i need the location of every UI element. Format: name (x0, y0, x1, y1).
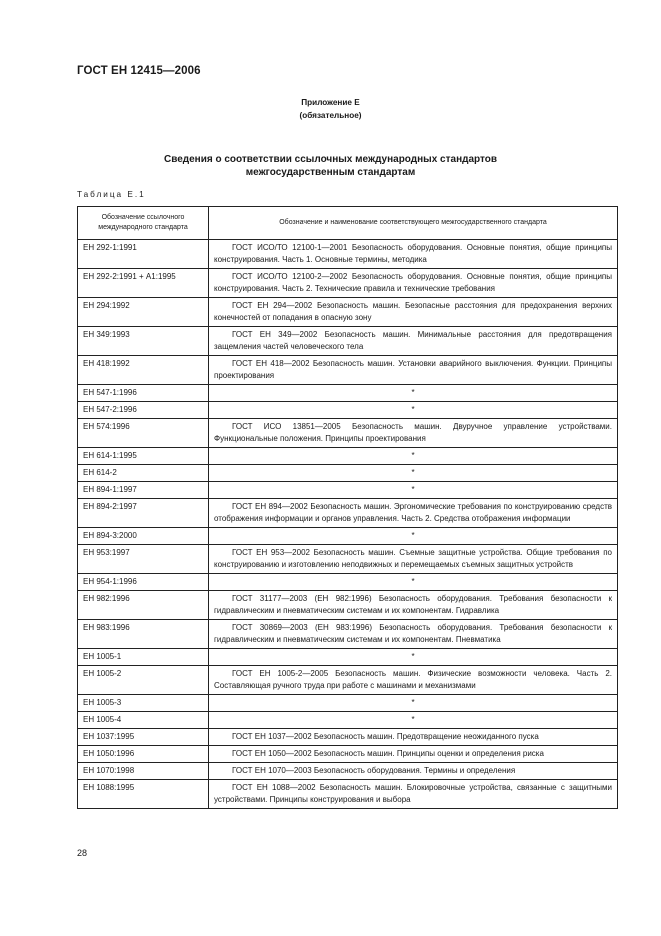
page-number: 28 (77, 848, 88, 858)
table-row (78, 419, 618, 448)
reference-standard-cell: ЕН 547-2:1996 (78, 402, 209, 419)
reference-standard-cell: ЕН 418:1992 (78, 356, 209, 385)
table-header-row (78, 207, 618, 240)
table-row (78, 269, 618, 298)
table-row (78, 298, 618, 327)
interstate-standard-cell: ГОСТ ЕН 1037—2002 Безопасность машин. Предотвращение неожиданного пуска (209, 729, 618, 746)
interstate-standard-cell: * (209, 528, 618, 545)
reference-standard-cell: ЕН 953:1997 (78, 545, 209, 574)
interstate-standard-cell: ГОСТ ИСО/ТО 12100-2—2002 Безопасность оборудования. Основные понятия, общие принципы конструирования. Часть 2. Технические правила и технические требования (209, 269, 618, 298)
table-row (78, 574, 618, 591)
reference-standard-cell: ЕН 1050:1996 (78, 746, 209, 763)
reference-standard-cell: ЕН 1070:1998 (78, 763, 209, 780)
reference-standard-cell: ЕН 954-1:1996 (78, 574, 209, 591)
table-row (78, 402, 618, 419)
table-row (78, 666, 618, 695)
interstate-standard-cell: ГОСТ ЕН 418—2002 Безопасность машин. Установки аварийного выключения. Функции. Принципы проектирования (209, 356, 618, 385)
table-row (78, 763, 618, 780)
table-row (78, 356, 618, 385)
reference-standard-cell: ЕН 894-3:2000 (78, 528, 209, 545)
interstate-standard-cell: * (209, 482, 618, 499)
interstate-standard-cell: * (209, 712, 618, 729)
reference-standard-cell: ЕН 1005-3 (78, 695, 209, 712)
reference-standard-cell: ЕН 614-1:1995 (78, 448, 209, 465)
interstate-standard-cell: ГОСТ ИСО 13851—2005 Безопасность машин. Двуручное управление устройствами. Функциональные положения. Принципы проектирования (209, 419, 618, 448)
table-row (78, 746, 618, 763)
interstate-standard-cell: * (209, 695, 618, 712)
reference-standard-cell: ЕН 292-2:1991 + А1:1995 (78, 269, 209, 298)
interstate-standard-cell: ГОСТ 31177—2003 (ЕН 982:1996) Безопасность оборудования. Требования безопасности к гидравлическим и пневматическим системам и их компонентам. Гидравлика (209, 591, 618, 620)
interstate-standard-cell: * (209, 385, 618, 402)
table-row (78, 780, 618, 809)
interstate-standard-cell: ГОСТ ИСО/ТО 12100-1—2001 Безопасность оборудования. Основные понятия, общие принципы конструирования. Часть 1. Основные термины, методика (209, 240, 618, 269)
table-body (78, 240, 618, 809)
table-row (78, 448, 618, 465)
reference-standard-cell: ЕН 1005-4 (78, 712, 209, 729)
table-row (78, 482, 618, 499)
interstate-standard-cell: * (209, 402, 618, 419)
reference-standard-cell: ЕН 1005-2 (78, 666, 209, 695)
reference-standard-cell: ЕН 894-2:1997 (78, 499, 209, 528)
interstate-standard-cell: ГОСТ ЕН 1070—2003 Безопасность оборудования. Термины и определения (209, 763, 618, 780)
reference-standard-cell: ЕН 292-1:1991 (78, 240, 209, 269)
reference-standard-cell: ЕН 1005-1 (78, 649, 209, 666)
interstate-standard-cell: * (209, 574, 618, 591)
reference-standard-cell: ЕН 983:1996 (78, 620, 209, 649)
table-row (78, 499, 618, 528)
reference-standard-cell: ЕН 1037:1995 (78, 729, 209, 746)
interstate-standard-cell: ГОСТ ЕН 1088—2002 Безопасность машин. Блокировочные устройства, связанные с защитными устройствами. Принципы конструирования и выбора (209, 780, 618, 809)
document-code: ГОСТ ЕН 12415—2006 (77, 65, 201, 77)
section-title (0, 153, 661, 179)
reference-standard-cell: ЕН 614-2 (78, 465, 209, 482)
column-header-reference: Обозначение ссылочного международного стандарта (78, 207, 209, 240)
interstate-standard-cell: ГОСТ ЕН 294—2002 Безопасность машин. Безопасные расстояния для предохранения верхних конечностей от попадания в опасную зону (209, 298, 618, 327)
reference-standard-cell: ЕН 294:1992 (78, 298, 209, 327)
standards-correspondence-table (77, 206, 618, 809)
table-row (78, 240, 618, 269)
column-header-interstate-standard: Обозначение и наименование соответствующего межгосударственного стандарта (209, 207, 618, 240)
section-title-line-1: Сведения о соответствии ссылочных международных стандартов (163, 154, 498, 165)
annex-heading (0, 96, 661, 122)
reference-standard-cell: ЕН 982:1996 (78, 591, 209, 620)
table-row (78, 465, 618, 482)
table-row (78, 545, 618, 574)
interstate-standard-cell: ГОСТ ЕН 349—2002 Безопасность машин. Минимальные расстояния для предотвращения защемления частей человеческого тела (209, 327, 618, 356)
reference-standard-cell: ЕН 349:1993 (78, 327, 209, 356)
annex-status: (обязательное) (299, 111, 362, 120)
table-row (78, 591, 618, 620)
table-row (78, 712, 618, 729)
interstate-standard-cell: * (209, 448, 618, 465)
table-row (78, 528, 618, 545)
table-row (78, 327, 618, 356)
table-caption: Таблица Е.1 (77, 190, 146, 199)
interstate-standard-cell: ГОСТ ЕН 953—2002 Безопасность машин. Съемные защитные устройства. Общие требования по конструированию и изготовлению неподвижных и перемещаемых съемных защитных устройств (209, 545, 618, 574)
reference-standard-cell: ЕН 547-1:1996 (78, 385, 209, 402)
table-row (78, 729, 618, 746)
reference-standard-cell: ЕН 894-1:1997 (78, 482, 209, 499)
interstate-standard-cell: ГОСТ ЕН 1050—2002 Безопасность машин. Принципы оценки и определения риска (209, 746, 618, 763)
annex-title: Приложение Е (301, 98, 360, 107)
table-row (78, 620, 618, 649)
table-row (78, 649, 618, 666)
interstate-standard-cell: * (209, 649, 618, 666)
interstate-standard-cell: ГОСТ ЕН 894—2002 Безопасность машин. Эргономические требования по конструированию средств отображения информации и органов управления. Часть 2. Средства отображения информации (209, 499, 618, 528)
reference-standard-cell: ЕН 574:1996 (78, 419, 209, 448)
interstate-standard-cell: ГОСТ 30869—2003 (ЕН 983:1996) Безопасность оборудования. Требования безопасности к гидравлическим и пневматическим системам и их компонентам. Пневматика (209, 620, 618, 649)
reference-standard-cell: ЕН 1088:1995 (78, 780, 209, 809)
interstate-standard-cell: * (209, 465, 618, 482)
table-row (78, 695, 618, 712)
table-row (78, 385, 618, 402)
section-title-line-2: межгосударственным стандартам (245, 167, 416, 178)
interstate-standard-cell: ГОСТ ЕН 1005-2—2005 Безопасность машин. Физические возможности человека. Часть 2. Составляющая ручного труда при работе с машинами и механизмами (209, 666, 618, 695)
